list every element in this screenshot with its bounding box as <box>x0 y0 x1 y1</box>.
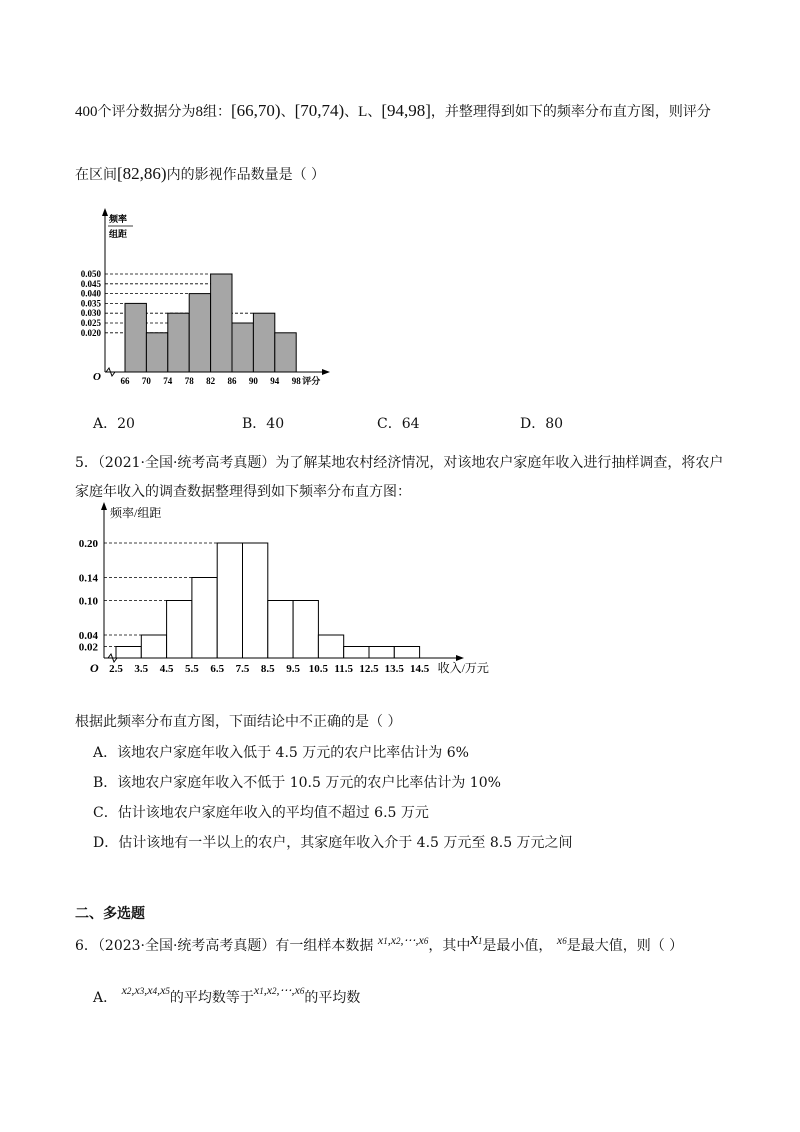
rating-histogram <box>60 208 350 393</box>
q4-option-c[interactable] <box>377 413 420 433</box>
q4-option-a[interactable] <box>93 413 135 433</box>
q4-option-c-letter: C． <box>377 416 402 432</box>
bar-82 <box>211 274 232 372</box>
bar-6.5 <box>217 543 242 658</box>
q6-option-a-text-2: 的平均数 <box>304 990 361 1006</box>
q4-option-b-value: 40 <box>266 416 285 432</box>
origin-label: O <box>90 661 99 675</box>
q4-text-2: 组： <box>203 104 231 120</box>
x-axis-label: 评分 <box>302 376 321 386</box>
q4-line-1 <box>75 101 711 121</box>
x-tick-label: 7.5 <box>235 663 250 675</box>
q4-option-b-letter: B． <box>242 416 267 432</box>
x-tick-label: 4.5 <box>159 663 174 675</box>
q4-option-b[interactable] <box>242 413 284 433</box>
q4-line2-interval: [82,86) <box>117 164 167 183</box>
y-tick-label: 0.20 <box>78 538 98 550</box>
bar-90 <box>253 313 274 372</box>
x-tick-label: 13.5 <box>384 663 404 675</box>
q6-prefix: 6．（2023·全国·统考高考真题）有一组样本数据 <box>75 938 374 954</box>
y-tick-label: 0.020 <box>80 327 101 338</box>
y-tick-label: 0.035 <box>80 298 101 309</box>
bar-5.5 <box>192 578 217 659</box>
q6-option-a-seq-1: x2,x3,x4,x5 <box>121 983 170 997</box>
y-label-top: 频率 <box>109 214 128 224</box>
bar-12.5 <box>369 647 394 659</box>
bar-8.5 <box>268 601 293 659</box>
q4-sep-2: 、 <box>344 104 359 120</box>
q4-interval-3: [94,98] <box>381 101 431 120</box>
q4-line2-text-1: 在区间 <box>75 167 117 183</box>
q4-line2-text-2: 内的影视作品数量是（ ） <box>166 167 326 183</box>
q4-option-a-value: 20 <box>117 416 135 432</box>
bar-11.5 <box>344 647 369 659</box>
q6-sample-seq: x1,x2,⋯,x6 <box>377 933 429 947</box>
x-tick-label: 90 <box>248 376 258 386</box>
q6-option-a-seq-2: x1,x2,⋯,x6 <box>253 983 305 997</box>
q5-option-d[interactable]: D．估计该地有一半以上的农户，其家庭年收入介于 4.5 万元至 8.5 万元之间 <box>93 835 573 851</box>
y-label-bottom: 组距 <box>109 229 128 239</box>
bar-7.5 <box>243 543 268 658</box>
y-tick-label: 0.030 <box>80 308 101 319</box>
x-tick-label: 3.5 <box>134 663 149 675</box>
bar-86 <box>232 323 253 372</box>
q4-groups: 8 <box>195 104 203 120</box>
income-histogram <box>70 500 525 692</box>
y-axis-arrow <box>102 208 108 216</box>
x-tick-label: 78 <box>184 376 194 386</box>
q6-option-a-letter: A． <box>93 990 118 1006</box>
x-tick-label: 66 <box>120 376 130 386</box>
x-tick-label: 74 <box>163 376 173 386</box>
q6-x6: x6 <box>556 933 567 947</box>
q4-ellipsis: L <box>358 104 368 120</box>
q5-line-2: 家庭年收入的调查数据整理得到如下频率分布直方图： <box>75 484 411 500</box>
x-axis-arrow <box>322 369 330 375</box>
x-tick-label: 8.5 <box>260 663 275 675</box>
q4-option-d-letter: D． <box>520 416 546 432</box>
q4-sep-1: 、 <box>280 104 295 120</box>
q4-interval-1: [66,70) <box>231 101 281 120</box>
y-tick-label: 0.04 <box>78 630 98 642</box>
q6-option-a-text-1: 的平均数等于 <box>169 990 254 1006</box>
bar-9.5 <box>293 601 318 659</box>
x-tick-label: 86 <box>227 376 237 386</box>
q4-text-1: 个评分数据分为 <box>97 104 196 120</box>
y-tick-label: 0.045 <box>80 278 101 289</box>
bar-74 <box>168 313 189 372</box>
q5-option-a[interactable]: A．该地农户家庭年收入低于 4.5 万元的农户比率估计为 6% <box>93 745 469 761</box>
y-tick-label: 0.14 <box>78 572 98 585</box>
q5-option-c[interactable]: C．估计该地农户家庭年收入的平均值不超过 6.5 万元 <box>93 805 429 821</box>
q4-line-2 <box>75 164 325 184</box>
x-tick-label: 9.5 <box>286 663 300 675</box>
y-tick-label: 0.025 <box>80 318 101 328</box>
x-tick-label: 12.5 <box>359 663 379 675</box>
bar-66 <box>125 303 146 372</box>
q4-option-d-value: 80 <box>545 416 564 432</box>
bar-3.5 <box>141 635 166 658</box>
y-tick-label: 0.040 <box>80 288 101 299</box>
bar-4.5 <box>167 601 192 659</box>
x-tick-label: 70 <box>141 376 151 386</box>
bar-13.5 <box>394 647 419 659</box>
q5-option-b[interactable]: B．该地农户家庭年收入不低于 10.5 万元的农户比率估计为 10% <box>93 775 501 791</box>
x-tick-label: 14.5 <box>409 663 430 675</box>
q4-count: 400 <box>75 104 98 120</box>
origin-label: O <box>93 371 101 383</box>
q4-text-3: ，并整理得到如下的频率分布直方图，则评分 <box>430 104 711 120</box>
x-tick-label: 11.5 <box>334 663 354 675</box>
q5-question: 根据此频率分布直方图，下面结论中不正确的是（ ） <box>75 714 402 730</box>
x-tick-label: 98 <box>291 376 301 386</box>
y-tick-label: 0.02 <box>78 641 98 654</box>
y-tick-label: 0.10 <box>78 595 98 608</box>
q6-x1: x1 <box>470 929 483 948</box>
bar-70 <box>146 333 167 372</box>
x-tick-label: 10.5 <box>308 663 329 675</box>
q4-interval-2: [70,74) <box>294 101 345 120</box>
q6-text-1: ，其中 <box>428 938 471 954</box>
q6-text-3: 是最大值，则（ ） <box>566 938 684 954</box>
y-tick-label: 0.050 <box>80 269 101 279</box>
q6-line <box>75 929 684 955</box>
q5-line-1: 5．（2021·全国·统考高考真题）为了解某地农村经济情况，对该地农户家庭年收入进行抽样调查，将农户 <box>75 455 724 471</box>
bar-78 <box>189 294 210 372</box>
q4-option-c-value: 64 <box>401 416 420 432</box>
y-axis-label: 频率/组距 <box>110 506 162 520</box>
x-tick-label: 6.5 <box>210 663 225 675</box>
q4-option-a-letter: A． <box>93 416 118 432</box>
x-axis-label: 收入/万元 <box>437 661 489 675</box>
x-tick-label: 2.5 <box>109 663 123 675</box>
bar-2.5 <box>116 647 141 659</box>
x-tick-label: 82 <box>206 376 216 386</box>
q4-sep-3: 、 <box>367 104 382 120</box>
x-tick-label: 5.5 <box>185 663 199 675</box>
section-multi-choice-heading: 二、多选题 <box>75 906 145 922</box>
bar-10.5 <box>318 635 343 658</box>
q6-option-a[interactable] <box>93 983 361 1007</box>
bar-94 <box>275 333 296 372</box>
x-tick-label: 94 <box>270 376 280 386</box>
q4-option-d[interactable] <box>520 413 563 433</box>
y-axis-arrow <box>101 502 107 510</box>
q6-text-2: 是最小值， <box>482 938 553 954</box>
